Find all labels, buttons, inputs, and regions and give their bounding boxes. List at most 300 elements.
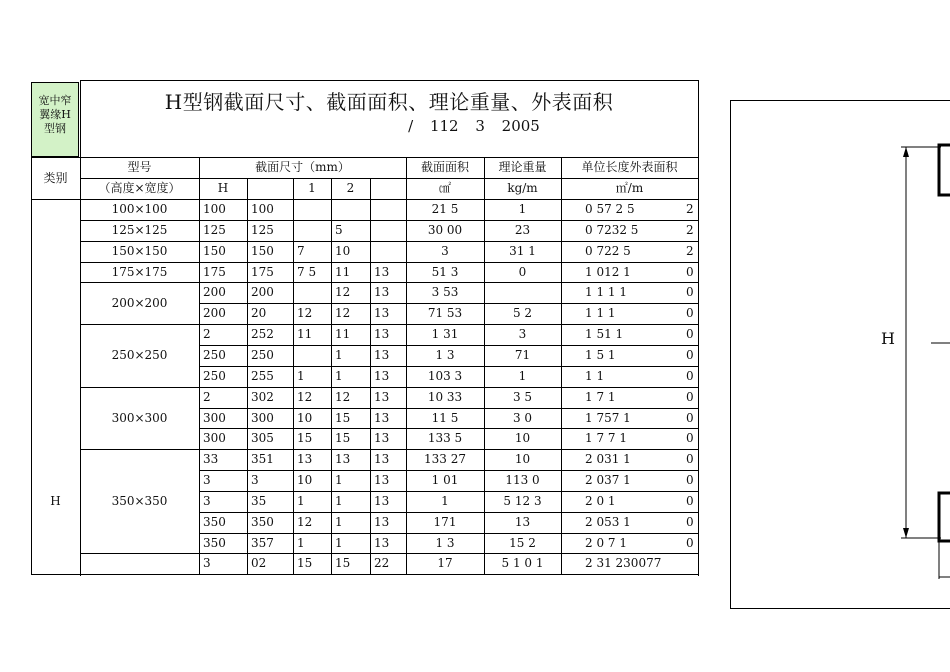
cell-area: 71 53 — [427, 306, 463, 320]
cell-b: 200 — [251, 285, 274, 299]
cell-surface: 2 053 1 — [585, 515, 631, 529]
data-col-line — [370, 241, 371, 263]
cell-area: 21 5 — [431, 202, 459, 216]
cell-b: 02 — [251, 556, 267, 570]
data-col-line — [370, 220, 371, 242]
cell-r: 13 — [374, 285, 390, 299]
data-col-line — [247, 220, 248, 242]
cell-r: 13 — [374, 327, 390, 341]
cell-surface: 2 0 1 — [585, 494, 616, 508]
header-weight-unit: kg/m — [507, 181, 538, 195]
data-col-line — [247, 533, 248, 554]
cell-r: 13 — [374, 411, 390, 425]
cell-extra: 0 — [686, 265, 694, 279]
header-surface: 单位长度外表面积 — [581, 160, 678, 174]
cell-r: 13 — [374, 369, 390, 383]
cell-extra: 0 — [686, 369, 694, 383]
data-col-line — [293, 408, 294, 429]
model-cell: 250×250 — [111, 348, 168, 362]
data-row-line — [199, 470, 698, 471]
data-col-line — [293, 428, 294, 450]
cell-r: 22 — [374, 556, 390, 570]
data-col-line — [199, 324, 200, 346]
cell-surface: 1 757 1 — [585, 411, 631, 425]
cell-weight: 3 5 — [512, 390, 533, 404]
data-col-line — [199, 449, 200, 471]
data-col-line — [293, 324, 294, 346]
cell-r: 13 — [374, 431, 390, 445]
cell-t1: 15 — [297, 556, 313, 570]
cell-extra: 2 — [686, 223, 694, 237]
data-col-line — [331, 512, 332, 534]
data-col-line — [331, 324, 332, 346]
header-mid-border — [80, 178, 698, 179]
cell-surface: 2 037 1 — [585, 473, 631, 487]
data-col-line — [331, 491, 332, 513]
data-col-line — [561, 324, 562, 346]
cell-surface: 2 031 1 — [585, 452, 631, 466]
category-left-border — [31, 157, 32, 574]
data-col-line — [484, 282, 485, 304]
table-title: H型钢截面尺寸、截面面积、理论重量、外表面积 — [164, 90, 614, 114]
category-label-text: 宽中窄翼缘H型钢 — [38, 94, 72, 135]
cell-r: 13 — [374, 452, 390, 466]
data-col-line — [370, 262, 371, 283]
cell-t2: 15 — [335, 431, 351, 445]
data-col-line — [561, 470, 562, 492]
cell-extra: 0 — [686, 411, 694, 425]
cell-t1: 7 5 — [297, 265, 317, 279]
cell-h: 3 — [203, 494, 211, 508]
data-col-line — [247, 408, 248, 429]
data-col-line — [561, 199, 562, 221]
model-row-line — [80, 220, 199, 221]
cell-extra: 2 — [686, 244, 694, 258]
cell-r: 13 — [374, 515, 390, 529]
cell-t2: 12 — [335, 285, 351, 299]
model-row-line — [80, 241, 199, 242]
data-col-line — [561, 366, 562, 388]
cell-h: 300 — [203, 411, 226, 425]
data-row-line — [199, 387, 698, 388]
data-col-line — [331, 303, 332, 325]
header-model-sub: （高度×宽度） — [98, 181, 181, 195]
category-bottom — [31, 574, 80, 575]
cell-b: 302 — [251, 390, 274, 404]
cell-extra: 0 — [686, 515, 694, 529]
cell-h: 3 — [203, 473, 211, 487]
data-col-line — [247, 491, 248, 513]
cell-r: 13 — [374, 390, 390, 404]
cell-h: 2 — [203, 390, 211, 404]
cell-area: 10 33 — [427, 390, 463, 404]
cell-surface: 1 012 1 — [585, 265, 631, 279]
data-col-line — [293, 199, 294, 221]
cell-weight: 1 — [518, 369, 527, 383]
cell-area: 51 3 — [431, 265, 459, 279]
data-col-line — [199, 470, 200, 492]
data-row-line — [199, 241, 698, 242]
data-col-line — [331, 366, 332, 388]
cell-t2: 1 — [335, 515, 343, 529]
data-row-line — [199, 449, 698, 450]
model-cell: 175×175 — [111, 265, 168, 279]
data-col-line — [331, 220, 332, 242]
model-row-line — [80, 262, 199, 263]
data-col-line — [293, 262, 294, 283]
cell-extra: 0 — [686, 452, 694, 466]
data-col-line — [199, 199, 200, 221]
data-row-line — [199, 324, 698, 325]
header-subcol-line — [247, 178, 248, 199]
data-col-line — [199, 262, 200, 283]
cell-surface: 1 7 7 1 — [585, 431, 627, 445]
cell-surface: 2 0 7 1 — [585, 536, 627, 550]
cell-b: 305 — [251, 431, 274, 445]
data-col-line — [370, 449, 371, 471]
cell-b: 125 — [251, 223, 274, 237]
data-col-line — [561, 491, 562, 513]
right-border — [698, 80, 699, 576]
section-diagram-frame — [730, 100, 950, 609]
data-col-line — [331, 282, 332, 304]
data-row-line — [199, 303, 698, 304]
model-row-line — [80, 449, 199, 450]
cell-surface: 1 1 1 — [585, 306, 616, 320]
data-col-line — [199, 282, 200, 304]
title-top-border — [80, 80, 698, 81]
data-col-line — [247, 345, 248, 367]
cell-t1: 1 — [297, 494, 305, 508]
cell-h: 150 — [203, 244, 226, 258]
data-col-line — [561, 220, 562, 242]
model-row-line — [80, 553, 199, 554]
data-col-line — [561, 428, 562, 450]
data-col-line — [370, 345, 371, 367]
cell-weight: 5 12 3 — [503, 494, 542, 508]
cell-area: 1 3 — [435, 348, 455, 362]
cell-weight: 5 2 — [512, 306, 533, 320]
data-col-line — [247, 449, 248, 471]
header-area-unit: ㎠ — [438, 181, 451, 195]
data-col-line — [293, 241, 294, 263]
header-bottom-border — [31, 199, 698, 200]
cell-h: 33 — [203, 452, 219, 466]
data-col-line — [199, 553, 200, 575]
data-col-line — [247, 303, 248, 325]
cell-b: 350 — [251, 515, 274, 529]
cell-h: 350 — [203, 515, 226, 529]
cell-r: 13 — [374, 473, 390, 487]
data-col-line — [561, 553, 562, 575]
h-section-diagram — [731, 101, 950, 610]
data-col-line — [370, 199, 371, 221]
arrow-top — [903, 147, 909, 157]
header-dim-t1: 1 — [308, 181, 316, 195]
data-col-line — [293, 553, 294, 575]
model-cell: 125×125 — [111, 223, 168, 237]
data-col-line — [199, 366, 200, 388]
cell-extra: 0 — [686, 348, 694, 362]
cell-area: 171 — [433, 515, 457, 529]
data-col-line — [293, 533, 294, 554]
cell-extra: 0 — [686, 327, 694, 341]
data-row-line — [199, 553, 698, 554]
header-dim-h: H — [217, 181, 229, 195]
cell-t2: 15 — [335, 411, 351, 425]
cell-h: 200 — [203, 306, 226, 320]
cell-weight: 71 — [514, 348, 531, 362]
cell-h: 100 — [203, 202, 226, 216]
data-col-line — [293, 491, 294, 513]
data-col-line — [199, 408, 200, 429]
data-col-line — [561, 408, 562, 429]
cell-h: 3 — [203, 556, 211, 570]
model-cell: 100×100 — [111, 202, 168, 216]
data-col-line — [293, 345, 294, 367]
data-col-line — [331, 387, 332, 409]
data-col-line — [199, 491, 200, 513]
cell-area: 133 5 — [427, 431, 463, 445]
cell-extra: 0 — [686, 390, 694, 404]
data-col-line — [370, 512, 371, 534]
cell-weight: 1 — [518, 202, 527, 216]
cell-t2: 5 — [335, 223, 343, 237]
data-col-line — [293, 470, 294, 492]
header-weight: 理论重量 — [498, 160, 547, 174]
cell-h: 300 — [203, 431, 226, 445]
data-col-line — [331, 553, 332, 575]
model-cell: 150×150 — [111, 244, 168, 258]
cell-b: 252 — [251, 327, 274, 341]
cell-extra: 0 — [686, 473, 694, 487]
header-top-border — [31, 157, 698, 158]
data-col-line — [331, 470, 332, 492]
cell-b: 150 — [251, 244, 274, 258]
data-col-line — [331, 345, 332, 367]
data-col-line — [370, 470, 371, 492]
data-col-line — [247, 199, 248, 221]
data-col-line — [293, 387, 294, 409]
cell-r: 13 — [374, 265, 390, 279]
data-col-line — [561, 449, 562, 471]
data-col-line — [247, 262, 248, 283]
model-cell: 200×200 — [111, 296, 168, 310]
data-col-line — [199, 345, 200, 367]
cell-extra: 2 — [686, 202, 694, 216]
cell-r: 13 — [374, 348, 390, 362]
cell-t2: 15 — [335, 556, 351, 570]
data-col-line — [370, 282, 371, 304]
data-col-line — [331, 428, 332, 450]
cell-t1: 1 — [297, 536, 305, 550]
cell-r: 13 — [374, 306, 390, 320]
data-col-line — [331, 262, 332, 283]
cell-t1: 13 — [297, 452, 313, 466]
cell-area: 3 — [441, 244, 449, 258]
category-cell: H — [50, 494, 61, 508]
model-row-line — [80, 387, 199, 388]
cell-extra: 0 — [686, 431, 694, 445]
data-col-line — [331, 449, 332, 471]
data-col-line — [247, 470, 248, 492]
data-col-line — [370, 408, 371, 429]
standard-number: / 112 3 2005 — [408, 117, 540, 135]
header-dims: 截面尺寸（mm） — [255, 160, 350, 174]
model-cell: 350×350 — [111, 494, 168, 508]
cell-area: 1 — [441, 494, 449, 508]
cell-area: 30 00 — [427, 223, 463, 237]
data-col-line — [370, 387, 371, 409]
data-col-line — [247, 387, 248, 409]
data-col-line — [247, 324, 248, 346]
cell-b: 20 — [251, 306, 267, 320]
data-col-line — [247, 428, 248, 450]
cell-b: 255 — [251, 369, 274, 383]
cell-area: 103 3 — [427, 369, 463, 383]
cell-t2: 13 — [335, 452, 351, 466]
cell-t2: 10 — [335, 244, 351, 258]
data-col-line — [561, 241, 562, 263]
model-row-line — [80, 282, 199, 283]
cell-weight: 13 — [514, 515, 531, 529]
cell-t2: 12 — [335, 306, 351, 320]
cell-weight: 23 — [514, 223, 531, 237]
cell-t1: 7 — [297, 244, 305, 258]
header-category: 类别 — [43, 171, 68, 185]
cell-t2: 11 — [335, 265, 351, 279]
data-col-line — [293, 303, 294, 325]
cell-weight: 113 0 — [505, 473, 540, 487]
cell-t2: 1 — [335, 494, 343, 508]
cell-surface: 0 57 2 5 — [585, 202, 635, 216]
cell-area: 1 3 — [435, 536, 455, 550]
data-col-line — [199, 220, 200, 242]
data-col-line — [370, 533, 371, 554]
data-col-line — [199, 303, 200, 325]
data-col-line — [247, 512, 248, 534]
cell-extra: 0 — [686, 306, 694, 320]
cell-t1: 11 — [297, 327, 313, 341]
data-col-line — [370, 491, 371, 513]
table-bottom — [80, 574, 698, 575]
data-col-line — [561, 303, 562, 325]
cell-t1: 10 — [297, 473, 313, 487]
data-col-line — [199, 512, 200, 534]
data-col-line — [293, 366, 294, 388]
cell-b: 351 — [251, 452, 274, 466]
cell-extra: 0 — [686, 285, 694, 299]
data-col-line — [561, 345, 562, 367]
cell-area: 11 5 — [431, 411, 459, 425]
cell-t2: 1 — [335, 348, 343, 362]
bottom-flange-shape — [939, 493, 950, 541]
data-row-line — [199, 428, 698, 429]
diagram-label-h: H — [881, 329, 895, 348]
cell-weight: 5 1 0 1 — [501, 556, 544, 570]
cell-r: 13 — [374, 494, 390, 508]
cell-t1: 15 — [297, 431, 313, 445]
header-area: 截面面积 — [420, 160, 469, 174]
cell-h: 200 — [203, 285, 226, 299]
cell-b: 3 — [251, 473, 259, 487]
cell-surface: 1 51 1 — [585, 327, 624, 341]
header-model: 型号 — [127, 160, 152, 174]
cell-t1: 12 — [297, 390, 313, 404]
cell-surface: 1 1 1 1 — [585, 285, 627, 299]
data-col-line — [331, 199, 332, 221]
cell-weight: 3 — [518, 327, 527, 341]
header-subcol-line — [370, 178, 371, 199]
cell-area: 17 — [437, 556, 453, 570]
cell-t1: 12 — [297, 306, 313, 320]
data-row-line — [199, 262, 698, 263]
cell-t1: 12 — [297, 515, 313, 529]
data-row-line — [199, 345, 698, 346]
cell-h: 250 — [203, 348, 226, 362]
cell-t1: 1 — [297, 369, 305, 383]
cell-r: 13 — [374, 536, 390, 550]
cell-area: 1 01 — [431, 473, 459, 487]
cell-weight: 10 — [514, 452, 531, 466]
cell-extra: 0 — [686, 494, 694, 508]
cell-surface: 0 722 5 — [585, 244, 631, 258]
data-col-line — [561, 262, 562, 283]
data-col-line — [247, 366, 248, 388]
data-col-line — [561, 512, 562, 534]
data-col-line — [199, 428, 200, 450]
data-row-line — [199, 512, 698, 513]
data-col-line — [370, 324, 371, 346]
cell-t2: 1 — [335, 473, 343, 487]
cell-area: 1 31 — [431, 327, 459, 341]
header-surface-unit: ㎡/m — [615, 181, 644, 195]
cell-t2: 1 — [335, 536, 343, 550]
data-col-line — [293, 449, 294, 471]
data-col-line — [331, 408, 332, 429]
cell-b: 300 — [251, 411, 274, 425]
cell-surface: 1 7 1 — [585, 390, 616, 404]
data-col-line — [247, 241, 248, 263]
data-col-line — [247, 553, 248, 575]
cell-b: 35 — [251, 494, 267, 508]
cell-weight: 3 0 — [512, 411, 533, 425]
data-row-line — [199, 282, 698, 283]
cell-b: 100 — [251, 202, 274, 216]
data-row-line — [199, 491, 698, 492]
cell-weight: 15 2 — [509, 536, 536, 550]
cell-h: 125 — [203, 223, 226, 237]
cell-b: 250 — [251, 348, 274, 362]
data-col-line — [199, 533, 200, 554]
cell-surface: 1 1 — [585, 369, 605, 383]
cell-h: 350 — [203, 536, 226, 550]
cell-t2: 11 — [335, 327, 351, 341]
data-col-line — [331, 241, 332, 263]
category-label-box — [31, 82, 79, 157]
data-row-line — [199, 220, 698, 221]
cell-weight: 0 — [518, 265, 527, 279]
data-col-line — [370, 553, 371, 575]
data-col-line — [331, 533, 332, 554]
data-col-line — [199, 241, 200, 263]
cell-area: 3 53 — [431, 285, 459, 299]
cell-h: 175 — [203, 265, 226, 279]
model-cell: 300×300 — [111, 411, 168, 425]
cell-h: 250 — [203, 369, 226, 383]
data-col-line — [370, 366, 371, 388]
data-col-line — [293, 512, 294, 534]
